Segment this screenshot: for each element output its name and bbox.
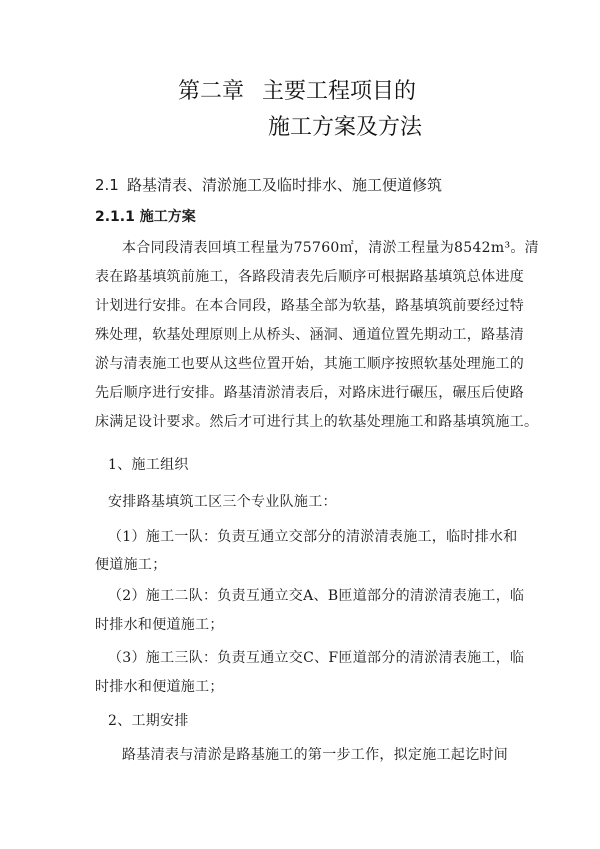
list-item-continuation: 便道施工； xyxy=(95,557,167,573)
paragraph-line: 本合同段清表回填工程量为75760㎡，清淤工程量为8542m³。清 xyxy=(122,240,539,256)
paragraph-line: 表在路基填筑前施工，各路段清表先后顺序可根据路基填筑总体进度 xyxy=(95,269,524,285)
paragraph-line: 路基清表与清淤是路基施工的第一步工作，拟定施工起讫时间 xyxy=(122,747,509,763)
section-heading xyxy=(95,174,442,195)
paragraph-line: 殊处理，软基处理原则上从桥头、涵洞、通道位置先期动工，路基清 xyxy=(95,327,524,343)
chapter-number: 第二章 xyxy=(178,79,245,104)
chapter-title-line-2: 施工方案及方法 xyxy=(268,115,423,140)
list-heading: 1、施工组织 xyxy=(108,457,189,473)
list-item: （2）施工二队：负责互通立交A、B匝道部分的清淤清表施工，临 xyxy=(108,588,525,604)
section-number: 2.1 xyxy=(95,176,119,194)
paragraph-line: 床满足设计要求。然后才可进行其上的软基处理施工和路基填筑施工。 xyxy=(95,414,539,430)
paragraph-line: 先后顺序进行安排。路基清淤清表后，对路床进行碾压，碾压后使路 xyxy=(95,385,524,401)
chapter-title-line-1 xyxy=(178,74,416,105)
list-item-continuation: 时排水和便道施工； xyxy=(95,617,224,633)
section-title: 路基清表、清淤施工及临时排水、施工便道修筑 xyxy=(127,176,443,194)
paragraph-line: 安排路基填筑工区三个专业队施工： xyxy=(108,494,337,510)
chapter-title-text: 主要工程项目的 xyxy=(262,79,417,104)
list-item: （1）施工一队：负责互通立交部分的清淤清表施工，临时排水和 xyxy=(108,529,518,545)
paragraph-line: 计划进行安排。在本合同段，路基全部为软基，路基填筑前要经过特 xyxy=(95,298,524,314)
list-item-continuation: 时排水和便道施工； xyxy=(95,679,224,695)
list-heading: 2、工期安排 xyxy=(108,713,189,729)
subsection-heading: 2.1.1 施工方案 xyxy=(95,209,196,225)
list-item: （3）施工三队：负责互通立交C、F匝道部分的清淤清表施工，临 xyxy=(108,650,525,666)
paragraph-line: 淤与清表施工也要从这些位置开始，其施工顺序按照软基处理施工的 xyxy=(95,356,524,372)
